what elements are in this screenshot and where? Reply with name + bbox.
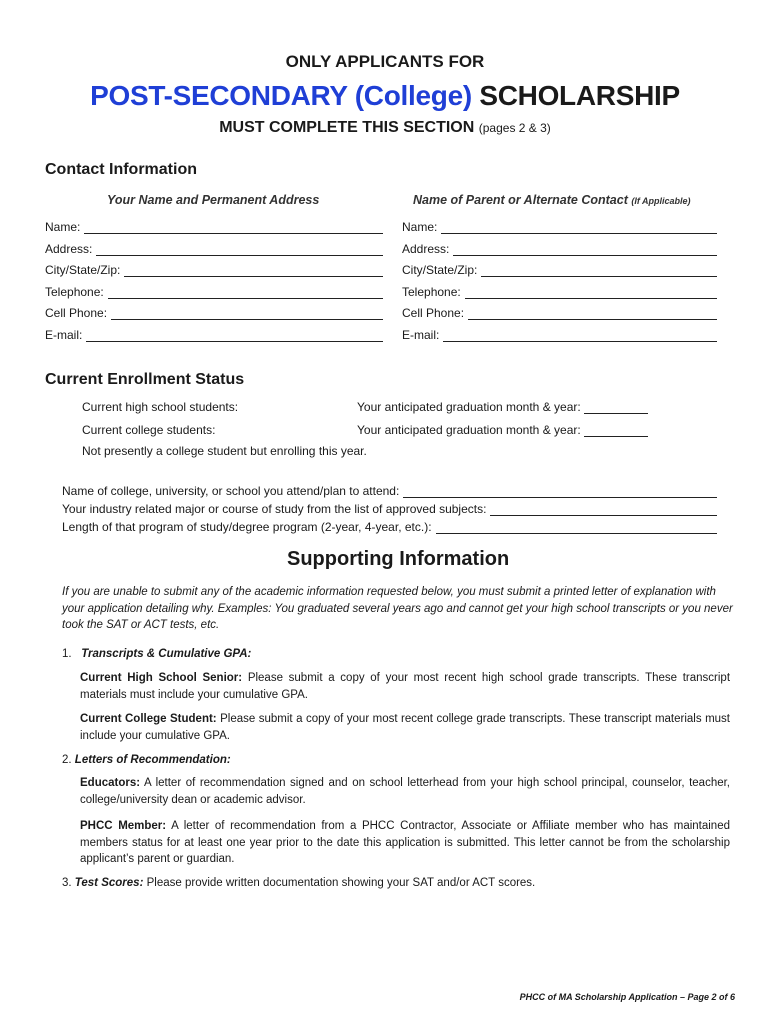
length-line[interactable] <box>436 521 717 534</box>
right-city-state-zip-line[interactable] <box>481 264 717 277</box>
left-cell-phone-label: Cell Phone: <box>45 306 108 320</box>
right-telephone-field[interactable] <box>402 283 717 299</box>
college-grad-label: Your anticipated graduation month & year: <box>357 423 581 437</box>
length-label: Length of that program of study/degree program (2-year, 4-year, etc.): <box>62 520 432 534</box>
hs-students-label: Current high school students: <box>82 400 239 414</box>
left-address-label: Address: <box>45 242 93 256</box>
page-title <box>0 80 770 112</box>
must-complete-text: MUST COMPLETE THIS SECTION <box>219 119 475 136</box>
right-name-label: Name: <box>402 220 438 234</box>
right-column-heading <box>413 193 691 207</box>
right-email-field[interactable] <box>402 326 717 342</box>
item-3-paragraph <box>62 875 535 892</box>
right-cell-phone-line[interactable] <box>468 307 717 320</box>
hs-grad-field[interactable] <box>357 400 648 414</box>
page-footer: PHCC of MA Scholarship Application – Page 2 of 6 <box>519 992 735 1002</box>
hs-senior-text: Please submit a copy of your most recent high school grade transcripts. These transcript materials must include your cumulative GPA. <box>80 672 731 701</box>
college-student-label: Current College Student: <box>80 713 217 725</box>
college-grad-field[interactable] <box>357 423 648 437</box>
left-address-line[interactable] <box>96 243 383 256</box>
hs-senior-paragraph <box>80 670 730 703</box>
right-heading-text: Name of Parent or Alternate Contact <box>413 193 628 207</box>
left-city-state-zip-field[interactable] <box>45 261 383 277</box>
school-label: Name of college, university, or school you attend/plan to attend: <box>62 484 400 498</box>
educators-label: Educators: <box>80 777 141 789</box>
right-email-label: E-mail: <box>402 328 440 342</box>
left-cell-phone-line[interactable] <box>111 307 383 320</box>
right-cell-phone-field[interactable] <box>402 304 717 320</box>
item-3-text: Please provide written documentation showing your SAT and/or ACT scores. <box>146 877 536 889</box>
college-student-paragraph <box>80 711 730 744</box>
title-blue-part: POST-SECONDARY (College) <box>90 80 472 111</box>
item-2-title: Letters of Recommendation: <box>74 754 231 766</box>
hs-grad-label: Your anticipated graduation month & year: <box>357 400 581 414</box>
hs-grad-line[interactable] <box>584 401 648 414</box>
major-field[interactable] <box>62 500 717 516</box>
phcc-paragraph <box>80 818 730 868</box>
item-2-number: 2. <box>62 754 72 766</box>
college-student-text: Please submit a copy of your most recent college grade transcripts. These transcript materials must include your cumulative GPA. <box>80 713 730 742</box>
right-address-line[interactable] <box>453 243 717 256</box>
length-field[interactable] <box>62 518 717 534</box>
supporting-section-title: Supporting Information <box>287 548 510 570</box>
phcc-label: PHCC Member: <box>80 820 167 832</box>
enrollment-section-title: Current Enrollment Status <box>45 371 245 388</box>
left-city-state-zip-label: City/State/Zip: <box>45 263 121 277</box>
right-name-field[interactable] <box>402 218 717 234</box>
right-cell-phone-label: Cell Phone: <box>402 306 465 320</box>
left-telephone-line[interactable] <box>108 286 383 299</box>
major-line[interactable] <box>490 503 717 516</box>
left-name-label: Name: <box>45 220 81 234</box>
item-3-title: Test Scores: <box>74 877 144 889</box>
left-address-field[interactable] <box>45 240 383 256</box>
college-students-label: Current college students: <box>82 423 216 437</box>
item-1-number: 1. <box>62 648 72 660</box>
right-address-field[interactable] <box>402 240 717 256</box>
left-name-field[interactable] <box>45 218 383 234</box>
left-telephone-label: Telephone: <box>45 285 104 299</box>
right-telephone-label: Telephone: <box>402 285 461 299</box>
right-name-line[interactable] <box>441 221 717 234</box>
major-label: Your industry related major or course of study from the list of approved subjects: <box>62 502 487 516</box>
left-email-line[interactable] <box>86 329 383 342</box>
educators-paragraph <box>80 775 730 808</box>
left-telephone-field[interactable] <box>45 283 383 299</box>
item-1-heading <box>62 646 251 663</box>
pages-note: (pages 2 & 3) <box>478 121 551 135</box>
left-cell-phone-field[interactable] <box>45 304 383 320</box>
header-line-1: ONLY APPLICANTS FOR <box>285 52 485 71</box>
left-city-state-zip-line[interactable] <box>124 264 383 277</box>
not-present-option: Not presently a college student but enrolling this year. <box>82 444 367 458</box>
item-2-heading <box>62 752 231 769</box>
right-address-label: Address: <box>402 242 450 256</box>
supporting-intro: If you are unable to submit any of the academic information requested below, you must submit a printed letter of explanation with your application detailing why. Examples: You graduated several years ago and cannot get your high school transcripts or you never took the SAT or ACT tests, etc. <box>62 586 733 631</box>
hs-senior-label: Current High School Senior: <box>80 672 243 684</box>
header-line-3 <box>0 119 770 137</box>
left-column-heading: Your Name and Permanent Address <box>107 193 320 207</box>
right-city-state-zip-field[interactable] <box>402 261 717 277</box>
school-line[interactable] <box>403 485 717 498</box>
educators-text: A letter of recommendation signed and on school letterhead from your high school principal, counselor, teacher, college/university dean or academic advisor. <box>80 777 730 806</box>
college-grad-line[interactable] <box>584 424 648 437</box>
left-email-label: E-mail: <box>45 328 83 342</box>
phcc-text: A letter of recommendation from a PHCC Contractor, Associate or Affiliate member who has maintained members status for at least one year prior to the date this application is submitted. This letter cannot be from the scholarship applicant’s parent or guardian. <box>80 820 730 865</box>
left-email-field[interactable] <box>45 326 383 342</box>
right-heading-note: (If Applicable) <box>631 196 691 206</box>
title-black-part: SCHOLARSHIP <box>479 80 680 111</box>
right-telephone-line[interactable] <box>465 286 717 299</box>
right-email-line[interactable] <box>443 329 717 342</box>
item-3-number: 3. <box>62 877 72 889</box>
left-name-line[interactable] <box>84 221 383 234</box>
right-city-state-zip-label: City/State/Zip: <box>402 263 478 277</box>
item-1-title: Transcripts & Cumulative GPA: <box>81 648 252 660</box>
school-field[interactable] <box>62 482 717 498</box>
contact-section-title: Contact Information <box>45 161 197 178</box>
